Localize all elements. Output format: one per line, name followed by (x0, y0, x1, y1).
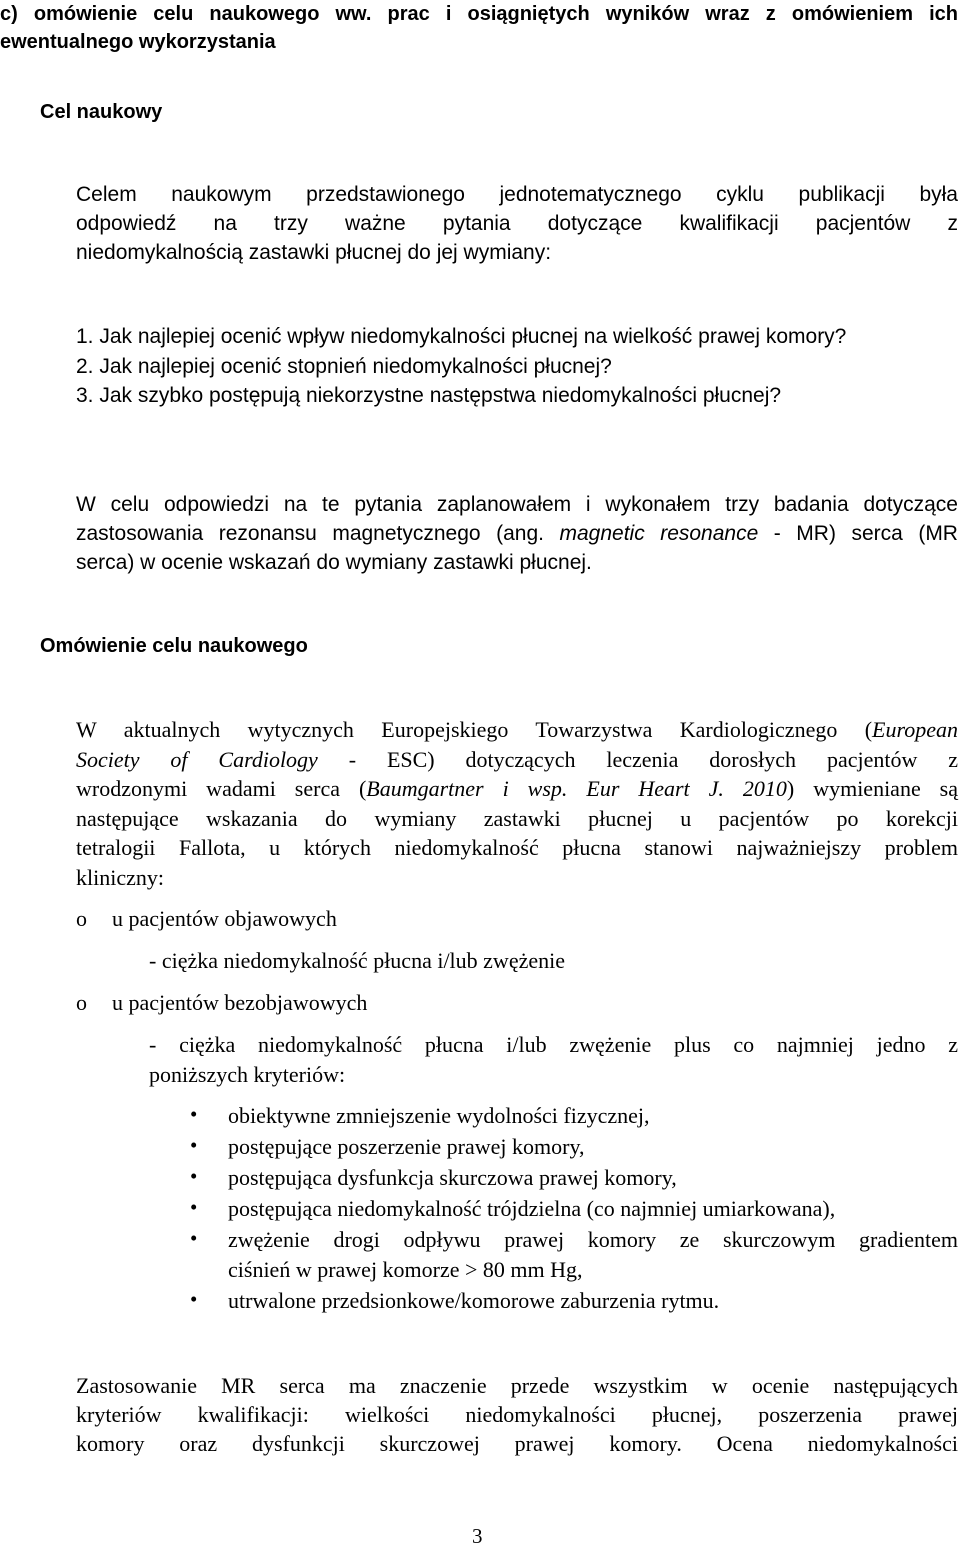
question-1: 1. Jak najlepiej ocenić wpływ niedomykalności płucnej na wielkość prawej komory? (76, 325, 847, 348)
document-heading (0, 0, 958, 29)
group-sub-asymptomatic-line-2: poniższych kryteriów: (149, 1062, 346, 1087)
criterion-2: postępujące poszerzenie prawej komory, (228, 1134, 585, 1159)
group-marker-1: o (76, 906, 87, 931)
criterion-3: postępująca dysfunkcja skurczowa prawej komory, (228, 1165, 677, 1190)
para-line-1: W aktualnych wytycznych Europejskiego Towarzystwa Kardiologicznego (European (76, 717, 958, 742)
document-heading-line-2: ewentualnego wykorzystania (0, 31, 276, 53)
question-2: 2. Jak najlepiej ocenić stopnień niedomykalności płucnej? (76, 355, 612, 378)
para-line-5: tetralogii Fallota, u których niedomykalność płucna stanowi najważniejszy problem (76, 835, 958, 860)
answer-line-1: W celu odpowiedzi na te pytania zaplanowałem i wykonałem trzy badania dotyczące (76, 493, 958, 516)
intro-line-1: Celem naukowym przedstawionego jednotematycznego cyklu publikacji była (76, 183, 958, 206)
bullet-dot-5: • (190, 1226, 198, 1250)
bullet-dot-1: • (190, 1102, 198, 1126)
heading-line-1: c) omówienie celu naukowego ww. prac i osiągniętych wyników wraz z omówieniem ich (0, 3, 958, 25)
intro-line-3: niedomykalnością zastawki płucnej do jej wymiany: (76, 241, 552, 264)
para-line-3: wrodzonymi wadami serca (Baumgartner i wsp. Eur Heart J. 2010) wymieniane są (76, 776, 959, 801)
bullet-dot-4: • (190, 1195, 198, 1219)
bullet-dot-3: • (190, 1164, 198, 1188)
criterion-6: utrwalone przedsionkowe/komorowe zaburzenia rytmu. (228, 1288, 720, 1313)
closing-line-2: kryteriów kwalifikacji: wielkości niedomykalności płucnej, poszerzenia prawej (76, 1402, 958, 1427)
criterion-5-line-2: ciśnień w prawej komorze > 80 mm Hg, (228, 1257, 583, 1282)
group-label-symptomatic: u pacjentów objawowych (112, 906, 337, 931)
para-line-2: Society of Cardiology - ESC) dotyczących leczenia dorosłych pacjentów z (76, 747, 959, 772)
intro-line-2: odpowiedź na trzy ważne pytania dotyczące kwalifikacji pacjentów z (76, 212, 958, 235)
question-3: 3. Jak szybko postępują niekorzystne następstwa niedomykalności płucnej? (76, 384, 782, 407)
criterion-1: obiektywne zmniejszenie wydolności fizycznej, (228, 1103, 650, 1128)
group-sub-asymptomatic-line-1: - ciężka niedomykalność płucna i/lub zwężenie plus co najmniej jedno z (149, 1032, 958, 1057)
group-label-asymptomatic: u pacjentów bezobjawowych (112, 990, 368, 1015)
para-line-4: następujące wskazania do wymiany zastawki płucnej u pacjentów po korekcji (76, 806, 958, 831)
answer-line-2: zastosowania rezonansu magnetycznego (ang. magnetic resonance - MR) serca (MR (76, 522, 958, 545)
section-title-omowienie: Omówienie celu naukowego (40, 635, 308, 657)
section-title-cel-naukowy: Cel naukowy (40, 101, 163, 123)
criterion-4: postępująca niedomykalność trójdzielna (co najmniej umiarkowana), (228, 1196, 836, 1221)
para-line-6: kliniczny: (76, 865, 164, 890)
group-sub-symptomatic: - ciężka niedomykalność płucna i/lub zwężenie (149, 948, 565, 973)
page-number: 3 (472, 1524, 483, 1548)
term-magnetic-resonance: magnetic resonance (559, 522, 759, 545)
bullet-dot-2: • (190, 1133, 198, 1157)
closing-line-3: komory oraz dysfunkcji skurczowej prawej komory. Ocena niedomykalności (76, 1431, 958, 1456)
group-marker-2: o (76, 990, 87, 1015)
criterion-5-line-1: zwężenie drogi odpływu prawej komory ze skurczowym gradientem (228, 1227, 958, 1252)
closing-line-1: Zastosowanie MR serca ma znaczenie przede wszystkim w ocenie następujących (76, 1373, 958, 1398)
answer-line-3: serca) w ocenie wskazań do wymiany zastawki płucnej. (76, 551, 592, 574)
bullet-dot-6: • (190, 1287, 198, 1311)
